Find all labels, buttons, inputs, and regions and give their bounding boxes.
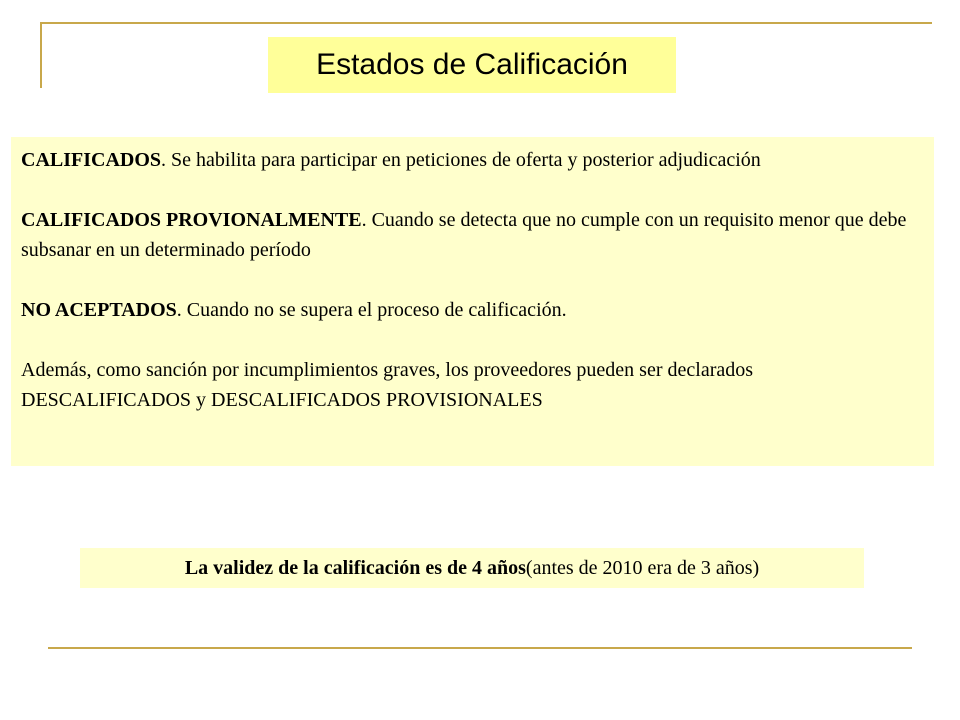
state-calificados-provisionalmente <box>21 205 924 265</box>
validity-note <box>80 548 864 588</box>
additional-note: Además, como sanción por incumplimientos graves, los proveedores pueden ser declarados DESCALIFICADOS y DESCALIFICADOS PROVISIONALES <box>21 359 754 411</box>
validity-normal: (antes de 2010 era de 3 años) <box>525 556 760 579</box>
state-description: . Cuando se detecta que no cumple con un requisito menor que debe subsanar en un determinado período <box>21 209 907 261</box>
top-rule <box>40 22 932 24</box>
left-rule <box>40 22 42 88</box>
qualification-states-box <box>11 137 934 466</box>
state-term: NO ACEPTADOS <box>21 299 177 321</box>
bottom-rule <box>48 647 912 649</box>
state-calificados <box>21 145 924 175</box>
state-term: CALIFICADOS <box>21 149 162 171</box>
state-description: . Se habilita para participar en peticiones de oferta y posterior adjudicación <box>161 149 761 171</box>
validity-bold: La validez de la calificación es de 4 años <box>184 556 526 579</box>
state-term: CALIFICADOS PROVIONALMENTE <box>21 209 362 231</box>
state-description: . Cuando no se supera el proceso de calificación. <box>176 299 567 321</box>
slide-title: Estados de Calificación <box>268 37 676 93</box>
state-no-aceptados <box>21 295 924 325</box>
